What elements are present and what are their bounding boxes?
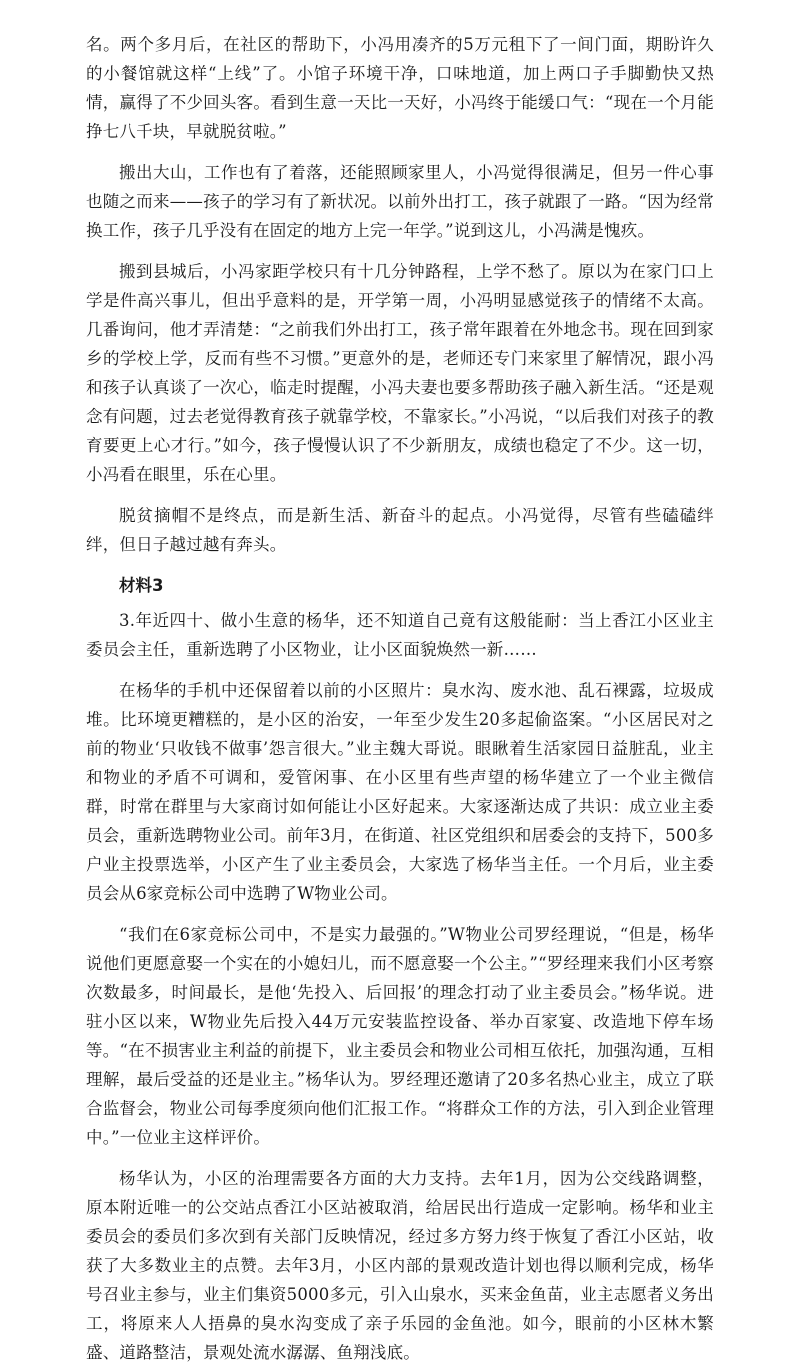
- paragraph-4: 脱贫摘帽不是终点，而是新生活、新奋斗的起点。小冯觉得，尽管有些磕磕绊绊，但日子越过越有奔头。: [86, 506, 714, 554]
- paragraph-8: 杨华认为，小区的治理需要各方面的大力支持。去年1月，因为公交线路调整，原本附近唯一的公交站点香江小区站被取消，给居民出行造成一定影响。杨华和业主委员会的委员们多次到有关部门反映情况，经过多方努力终于恢复了香江小区站，收获了大多数业主的点赞。去年3月，小区内部的景观改造计划也得以顺利完成，杨华号召业主参与，业主们集资5000多元，引入山泉水，买来金鱼苗，业主志愿者义务出工，将原来人人捂鼻的臭水沟变成了亲子乐园的金鱼池。如今，眼前的小区林木繁盛、道路整洁，景观处流水潺潺、鱼翔浅底。: [86, 1169, 714, 1362]
- paragraph-3: 搬到县城后，小冯家距学校只有十几分钟路程，上学不愁了。原以为在家门口上学是件高兴事儿，但出乎意料的是，开学第一周，小冯明显感觉孩子的情绪不太高。几番询问，他才弄清楚：“之前我们外出打工，孩子常年跟着在外地念书。现在回到家乡的学校上学，反而有些不习惯。”更意外的是，老师还专门来家里了解情况，跟小冯和孩子认真谈了一次心，临走时提醒，小冯夫妻也要多帮助孩子融入新生活。“还是观念有问题，过去老觉得教育孩子就靠学校，不靠家长。”小冯说，“以后我们对孩子的教育要更上心才行。”如今，孩子慢慢认识了不少新朋友，成绩也稳定了不少。这一切，小冯看在眼里，乐在心里。: [86, 262, 714, 484]
- section-heading-material-3: 材料3: [119, 576, 164, 595]
- paragraph-1: 名。两个多月后，在社区的帮助下，小冯用凑齐的5万元租下了一间门面，期盼许久的小餐馆就这样“上线”了。小馆子环境干净，口味地道，加上两口子手脚勤快又热情，赢得了不少回头客。看到生意一天比一天好，小冯终于能缓口气：“现在一个月能挣七八千块，早就脱贫啦。”: [86, 35, 714, 141]
- paragraph-2: 搬出大山，工作也有了着落，还能照顾家里人，小冯觉得很满足，但另一件心事也随之而来——孩子的学习有了新状况。以前外出打工，孩子就跟了一路。“因为经常换工作，孩子几乎没有在固定的地方上完一年学。”说到这儿，小冯满是愧疚。: [86, 163, 714, 240]
- paragraph-7: “我们在6家竞标公司中，不是实力最强的。”W物业公司罗经理说，“但是，杨华说他们更愿意娶一个实在的小媳妇儿，而不愿意娶一个公主。”“罗经理来我们小区考察次数最多，时间最长，是他‘先投入、后回报’的理念打动了业主委员会。”杨华说。进驻小区以来，W物业先后投入44万元安装监控设备、举办百家宴、改造地下停车场等。“在不损害业主利益的前提下，业主委员会和物业公司相互依托，加强沟通，互相理解，最后受益的还是业主。”杨华认为。罗经理还邀请了20多名热心业主，成立了联合监督会，物业公司每季度须向他们汇报工作。“将群众工作的方法，引入到企业管理中。”一位业主这样评价。: [86, 925, 714, 1147]
- paragraph-6: 在杨华的手机中还保留着以前的小区照片：臭水沟、废水池、乱石裸露，垃圾成堆。比环境更糟糕的，是小区的治安，一年至少发生20多起偷盗案。“小区居民对之前的物业‘只收钱不做事’怨言很大。”业主魏大哥说。眼瞅着生活家园日益脏乱，业主和物业的矛盾不可调和，爱管闲事、在小区里有些声望的杨华建立了一个业主微信群，时常在群里与大家商讨如何能让小区好起来。大家逐渐达成了共识：成立业主委员会，重新选聘物业公司。前年3月，在街道、社区党组织和居委会的支持下，500多户业主投票选举，小区产生了业主委员会，大家选了杨华当主任。一个月后，业主委员会从6家竞标公司中选聘了W物业公司。: [86, 681, 714, 903]
- paragraph-5: 3.年近四十、做小生意的杨华，还不知道自己竟有这般能耐：当上香江小区业主委员会主任，重新选聘了小区物业，让小区面貌焕然一新……: [86, 611, 714, 659]
